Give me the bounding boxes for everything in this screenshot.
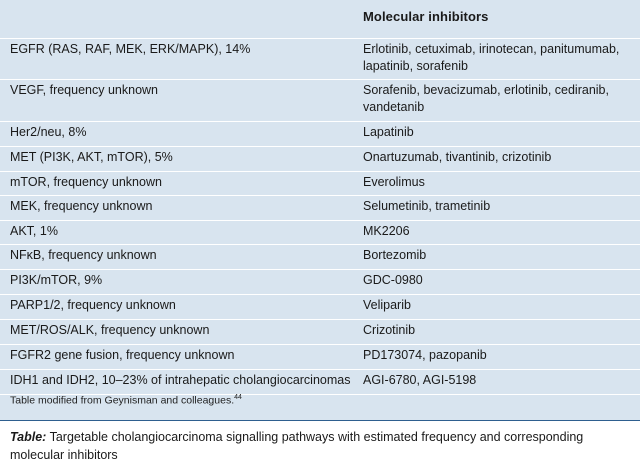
pathway-cell: MET (PI3K, AKT, mTOR), 5% <box>10 150 173 164</box>
caption-text: Targetable cholangiocarcinoma signalling pathways with estimated frequency and corresponding molecular inhibitors <box>10 430 584 462</box>
table-row <box>0 172 640 196</box>
footnote-text: Table modified from Geynisman and colleagues. <box>10 394 235 407</box>
table-row <box>0 39 640 80</box>
table-row <box>0 245 640 270</box>
header-col-inhibitors: Molecular inhibitors <box>363 9 489 24</box>
table-row <box>0 345 640 370</box>
table-row <box>0 270 640 295</box>
pathway-cell: IDH1 and IDH2, 10–23% of intrahepatic cholangiocarcinomas <box>10 373 351 387</box>
inhibitors-cell: Onartuzumab, tivantinib, crizotinib <box>363 150 552 164</box>
inhibitors-cell: Bortezomib <box>363 248 427 262</box>
inhibitors-cell: MK2206 <box>363 224 410 238</box>
table-row <box>0 196 640 221</box>
inhibitors-cell: PD173074, pazopanib <box>363 348 487 362</box>
pathway-cell: PI3K/mTOR, 9% <box>10 273 103 287</box>
pathway-cell: PARP1/2, frequency unknown <box>10 298 176 312</box>
inhibitors-cell: GDC-0980 <box>363 273 423 287</box>
pathway-cell: EGFR (RAS, RAF, MEK, ERK/MAPK), 14% <box>10 42 251 56</box>
caption-divider <box>0 420 640 421</box>
table-body <box>0 39 640 395</box>
inhibitors-cell: Erlotinib, cetuximab, irinotecan, panitumumab, lapatinib, sorafenib <box>363 42 620 73</box>
inhibitors-cell: Everolimus <box>363 175 425 189</box>
pathway-cell: AKT, 1% <box>10 224 58 238</box>
inhibitors-cell: Lapatinib <box>363 125 414 139</box>
table-row <box>0 295 640 320</box>
pathway-cell: MEK, frequency unknown <box>10 199 153 213</box>
pathway-cell: MET/ROS/ALK, frequency unknown <box>10 323 210 337</box>
table-row <box>0 221 640 245</box>
table-caption <box>10 428 630 464</box>
caption-label: Table: <box>10 430 47 444</box>
table-row <box>0 80 640 122</box>
table-header-row <box>0 0 640 39</box>
pathway-cell: FGFR2 gene fusion, frequency unknown <box>10 348 235 362</box>
table-row <box>0 370 640 395</box>
footnote-reference: 44 <box>234 394 242 401</box>
inhibitors-cell: Veliparib <box>363 298 411 312</box>
table-row <box>0 122 640 147</box>
inhibitors-cell: Crizotinib <box>363 323 416 337</box>
pathway-cell: Her2/neu, 8% <box>10 125 87 139</box>
pathway-cell: NFκB, frequency unknown <box>10 248 157 262</box>
table-footnote <box>10 394 242 407</box>
inhibitors-cell: Sorafenib, bevacizumab, erlotinib, cediranib, vandetanib <box>363 83 609 114</box>
pathway-cell: VEGF, frequency unknown <box>10 83 158 97</box>
table-row <box>0 320 640 345</box>
table-row <box>0 147 640 172</box>
inhibitors-cell: AGI-6780, AGI-5198 <box>363 373 477 387</box>
pathway-cell: mTOR, frequency unknown <box>10 175 162 189</box>
inhibitors-cell: Selumetinib, trametinib <box>363 199 491 213</box>
